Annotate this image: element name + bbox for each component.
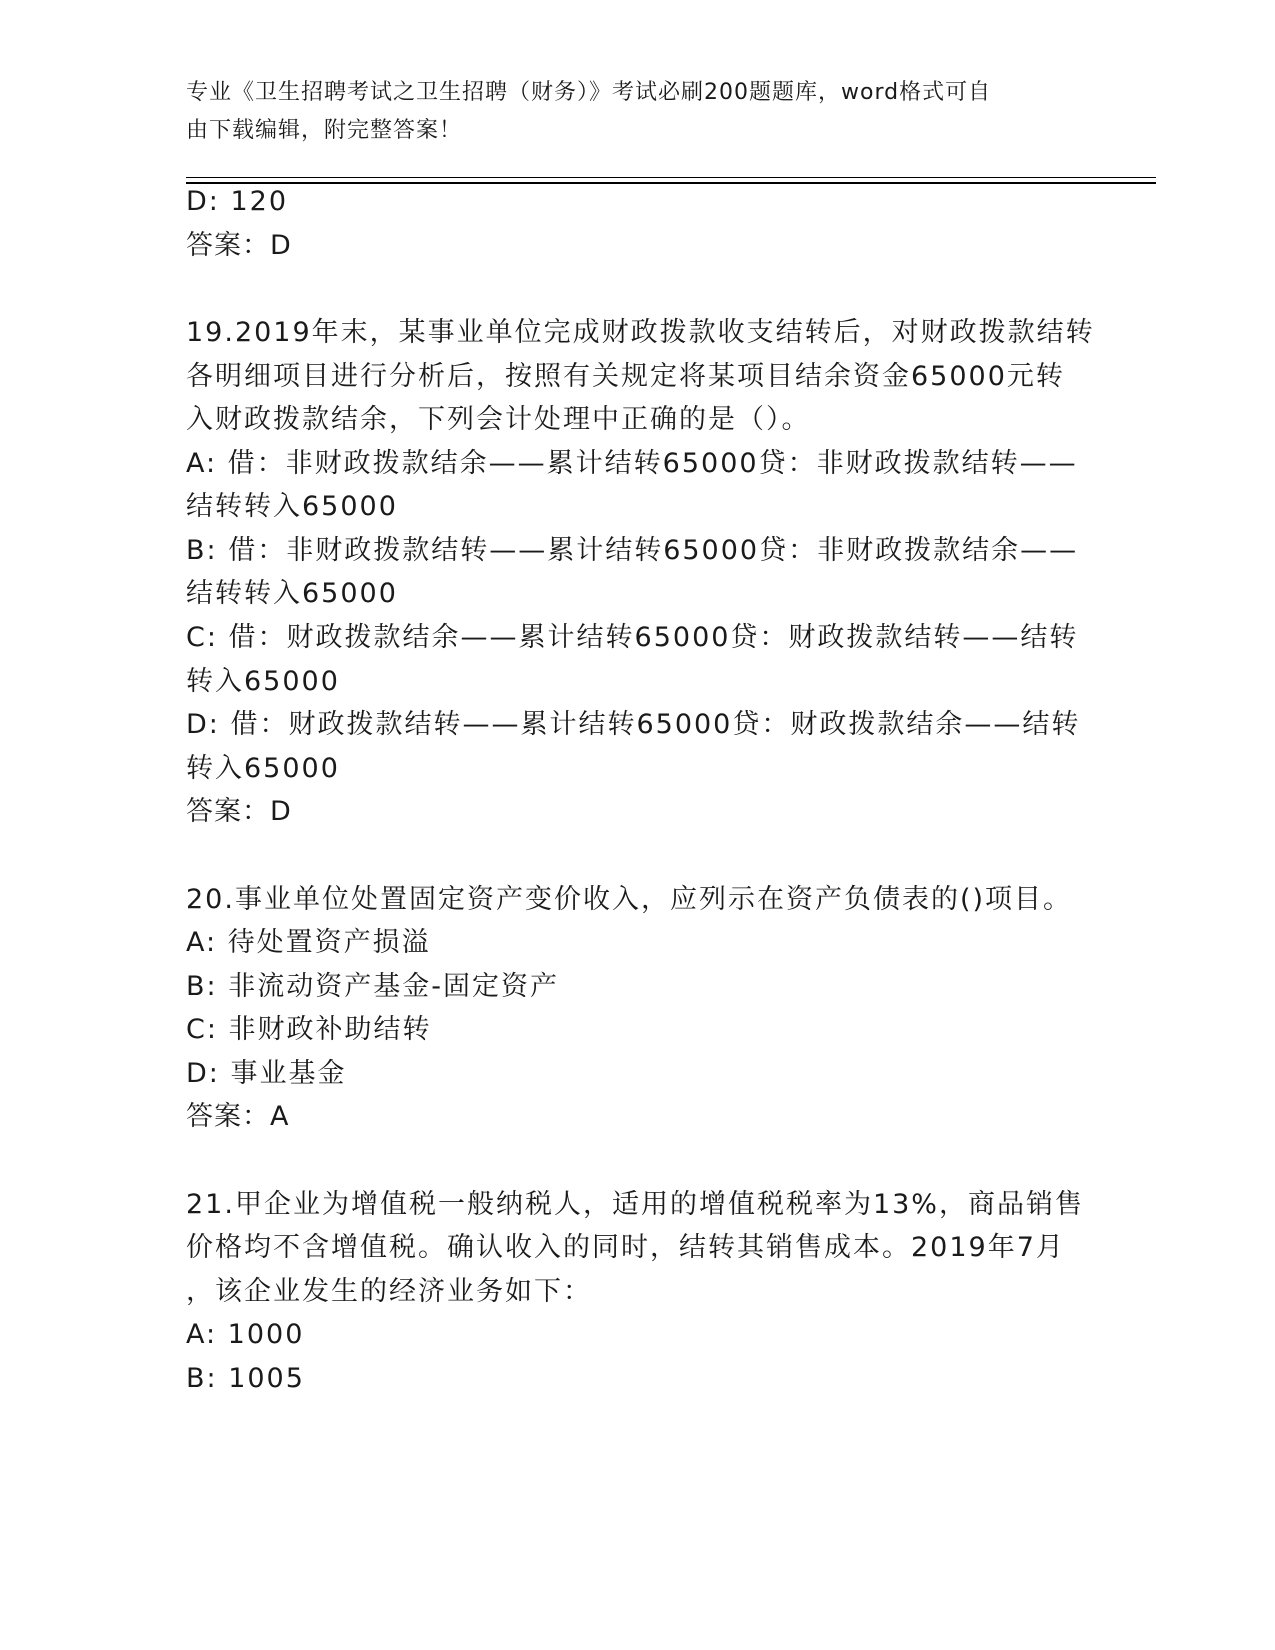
q21-option-b: B: 1005 <box>186 1363 305 1394</box>
q19-stem-line-1: 19.2019年末，某事业单位完成财政拨款收支结转后，对财政拨款结转 <box>186 317 1095 348</box>
q19-option-b-line-1: B: 借：非财政拨款结转——累计结转65000贷：非财政拨款结余—— <box>186 535 1079 566</box>
q19-option-b-line-2: 结转转入65000 <box>186 578 398 609</box>
q19-option-c-line-1: C: 借：财政拨款结余——累计结转65000贷：财政拨款结转——结转 <box>186 622 1079 653</box>
q20-option-a: A: 待处置资产损溢 <box>186 927 431 958</box>
q19-option-d-line-2: 转入65000 <box>186 753 340 784</box>
q21-stem-line-1: 21.甲企业为增值税一般纳税人，适用的增值税税率为13%，商品销售 <box>186 1189 1084 1220</box>
q20-option-c: C: 非财政补助结转 <box>186 1014 432 1045</box>
header-divider-thin <box>186 177 1156 178</box>
q19-option-c-line-2: 转入65000 <box>186 666 340 697</box>
header-divider-thick <box>186 182 1156 184</box>
q21-stem-line-3: ，该企业发生的经济业务如下： <box>186 1276 592 1307</box>
q20-answer: 答案：A <box>186 1101 290 1132</box>
header-line-2: 由下载编辑，附完整答案！ <box>186 118 463 143</box>
q19-stem-line-2: 各明细项目进行分析后，按照有关规定将某项目结余资金65000元转 <box>186 361 1065 392</box>
prev-option-d: D: 120 <box>186 186 289 217</box>
q21-stem-line-2: 价格均不含增值税。确认收入的同时，结转其销售成本。2019年7月 <box>186 1232 1065 1263</box>
q20-option-b: B: 非流动资产基金-固定资产 <box>186 971 559 1002</box>
q21-option-a: A: 1000 <box>186 1319 305 1350</box>
q20-option-d: D: 事业基金 <box>186 1058 347 1089</box>
q19-option-a-line-1: A: 借：非财政拨款结余——累计结转65000贷：非财政拨款结转—— <box>186 448 1078 479</box>
q19-stem-line-3: 入财政拨款结余，下列会计处理中正确的是（）。 <box>186 404 811 435</box>
document-header <box>186 74 1066 150</box>
q19-option-d-line-1: D: 借：财政拨款结转——累计结转65000贷：财政拨款结余——结转 <box>186 709 1081 740</box>
header-line-1: 专业《卫生招聘考试之卫生招聘（财务）》考试必刷200题题库，word格式可自 <box>186 80 992 105</box>
q19-option-a-line-2: 结转转入65000 <box>186 491 398 522</box>
q20-stem: 20.事业单位处置固定资产变价收入，应列示在资产负债表的()项目。 <box>186 884 1073 915</box>
prev-answer: 答案：D <box>186 230 292 261</box>
q19-answer: 答案：D <box>186 796 292 827</box>
